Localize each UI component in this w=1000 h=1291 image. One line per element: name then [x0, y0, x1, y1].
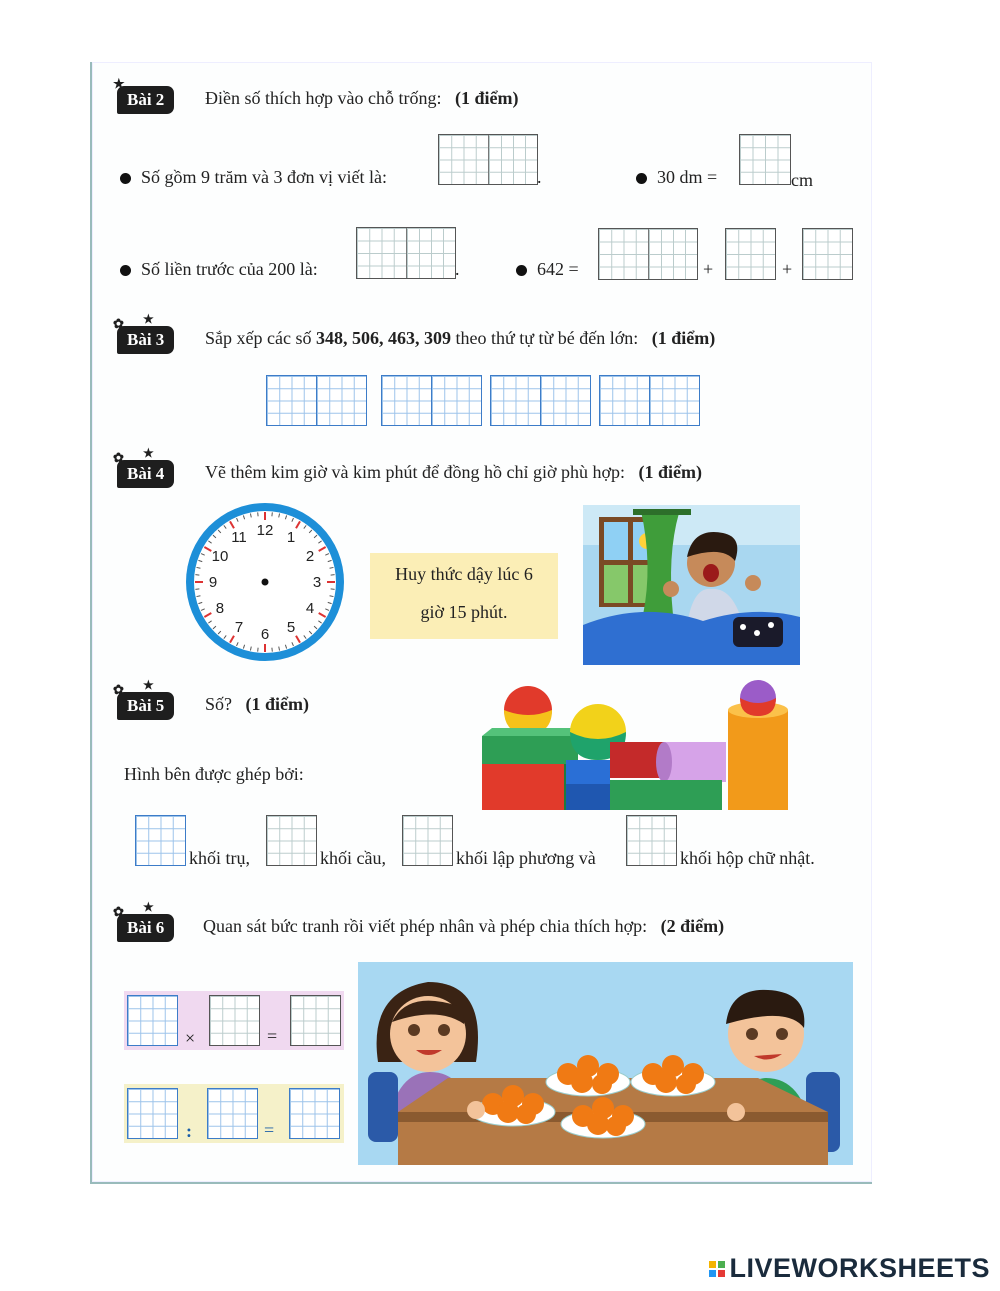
exercise-2-badge: ★ Bài 2	[117, 86, 174, 114]
clock-number: 5	[286, 619, 296, 637]
label-cubes: khối lập phương và	[456, 848, 596, 868]
bullet-icon	[120, 265, 131, 276]
exercise-3-badge: ✿ ★ Bài 3	[117, 326, 174, 354]
answer-box-cylinders[interactable]	[135, 815, 186, 866]
answer-box-q4-tens[interactable]	[725, 228, 776, 280]
bullet-icon	[636, 173, 647, 184]
children-oranges-illustration	[358, 962, 853, 1165]
sort-answer-box-2[interactable]	[381, 375, 482, 426]
q3-period: .	[455, 259, 460, 279]
answer-box-q4-units[interactable]	[802, 228, 853, 280]
exercise-2-q2-text: 30 dm =	[636, 167, 717, 188]
bullet-icon	[516, 265, 527, 276]
exercise-5-title: Số? (1 điểm)	[205, 694, 309, 714]
answer-box-q3[interactable]	[356, 227, 456, 279]
clock-number: 12	[256, 522, 274, 539]
exercise-2-q1-text: Số gồm 9 trăm và 3 đơn vị viết là:	[120, 167, 387, 188]
clock-number: 3	[312, 574, 322, 591]
exercise-4-badge: ✿ ★ Bài 4	[117, 460, 174, 488]
answer-box-q2[interactable]	[739, 134, 791, 185]
clock-number: 11	[231, 528, 247, 546]
exercise-6-badge: ✿ ★ Bài 6	[117, 914, 174, 942]
note-line-1: Huy thức dậy lúc 6	[395, 564, 533, 584]
answer-box-spheres[interactable]	[266, 815, 317, 866]
answer-box-q4-hundreds[interactable]	[598, 228, 698, 280]
liveworksheets-logo: LIVEWORKSHEETS	[709, 1253, 990, 1284]
div-quotient-box[interactable]	[289, 1088, 340, 1139]
plus-sign: +	[703, 259, 714, 279]
clock-center	[262, 579, 269, 586]
shapes-illustration	[478, 680, 793, 812]
exercise-2-q3-text: Số liền trước của 200 là:	[120, 259, 318, 280]
exercise-5-intro: Hình bên được ghép bởi:	[124, 764, 304, 784]
clock-number: 9	[208, 574, 218, 591]
answer-box-cuboids[interactable]	[626, 815, 677, 866]
sort-answer-box-3[interactable]	[490, 375, 591, 426]
answer-box-cubes[interactable]	[402, 815, 453, 866]
clock-number: 7	[234, 619, 244, 637]
clock-number: 1	[286, 528, 296, 546]
exercise-4-title: Vẽ thêm kim giờ và kim phút để đồng hồ chỉ giờ phù hợp: (1 điểm)	[205, 462, 702, 482]
div-divisor-box[interactable]	[207, 1088, 258, 1139]
q2-unit-label: cm	[791, 170, 813, 190]
exercise-2-title: Điền số thích hợp vào chỗ trống: (1 điểm)	[205, 88, 519, 108]
label-cuboids: khối hộp chữ nhật.	[680, 848, 815, 868]
clock-number: 2	[305, 548, 315, 565]
q1-period: .	[537, 167, 542, 187]
mult-factor-1-box[interactable]	[127, 995, 178, 1046]
exercise-3-title: Sắp xếp các số 348, 506, 463, 309 theo thứ tự từ bé đến lớn: (1 điểm)	[205, 328, 716, 348]
clock-number: 4	[305, 600, 315, 617]
sort-answer-box-1[interactable]	[266, 375, 367, 426]
div-dividend-box[interactable]	[127, 1088, 178, 1139]
clock-face[interactable]	[183, 500, 347, 664]
exercise-5-badge: ✿ ★ Bài 5	[117, 692, 174, 720]
wake-up-note	[370, 553, 558, 639]
equals-sign: =	[264, 1120, 275, 1140]
times-sign: ×	[185, 1028, 196, 1048]
exercise-6-title: Quan sát bức tranh rồi viết phép nhân và phép chia thích hợp: (2 điểm)	[203, 916, 725, 936]
label-cylinders: khối trụ,	[189, 848, 250, 868]
mult-factor-2-box[interactable]	[209, 995, 260, 1046]
boy-waking-up-illustration	[583, 505, 800, 665]
clock-number: 8	[215, 600, 225, 617]
clock-number: 10	[211, 548, 229, 565]
label-spheres: khối cầu,	[320, 848, 386, 868]
logo-squares-icon	[709, 1261, 725, 1277]
clock-number: 6	[260, 626, 270, 643]
bullet-icon	[120, 173, 131, 184]
plus-sign: +	[782, 259, 793, 279]
divide-sign: :	[186, 1121, 192, 1141]
equals-sign: =	[267, 1026, 278, 1046]
note-line-2: giờ 15 phút.	[420, 602, 508, 622]
sort-answer-box-4[interactable]	[599, 375, 700, 426]
exercise-2-q4-text: 642 =	[516, 259, 579, 280]
mult-product-box[interactable]	[290, 995, 341, 1046]
answer-box-q1[interactable]	[438, 134, 538, 185]
